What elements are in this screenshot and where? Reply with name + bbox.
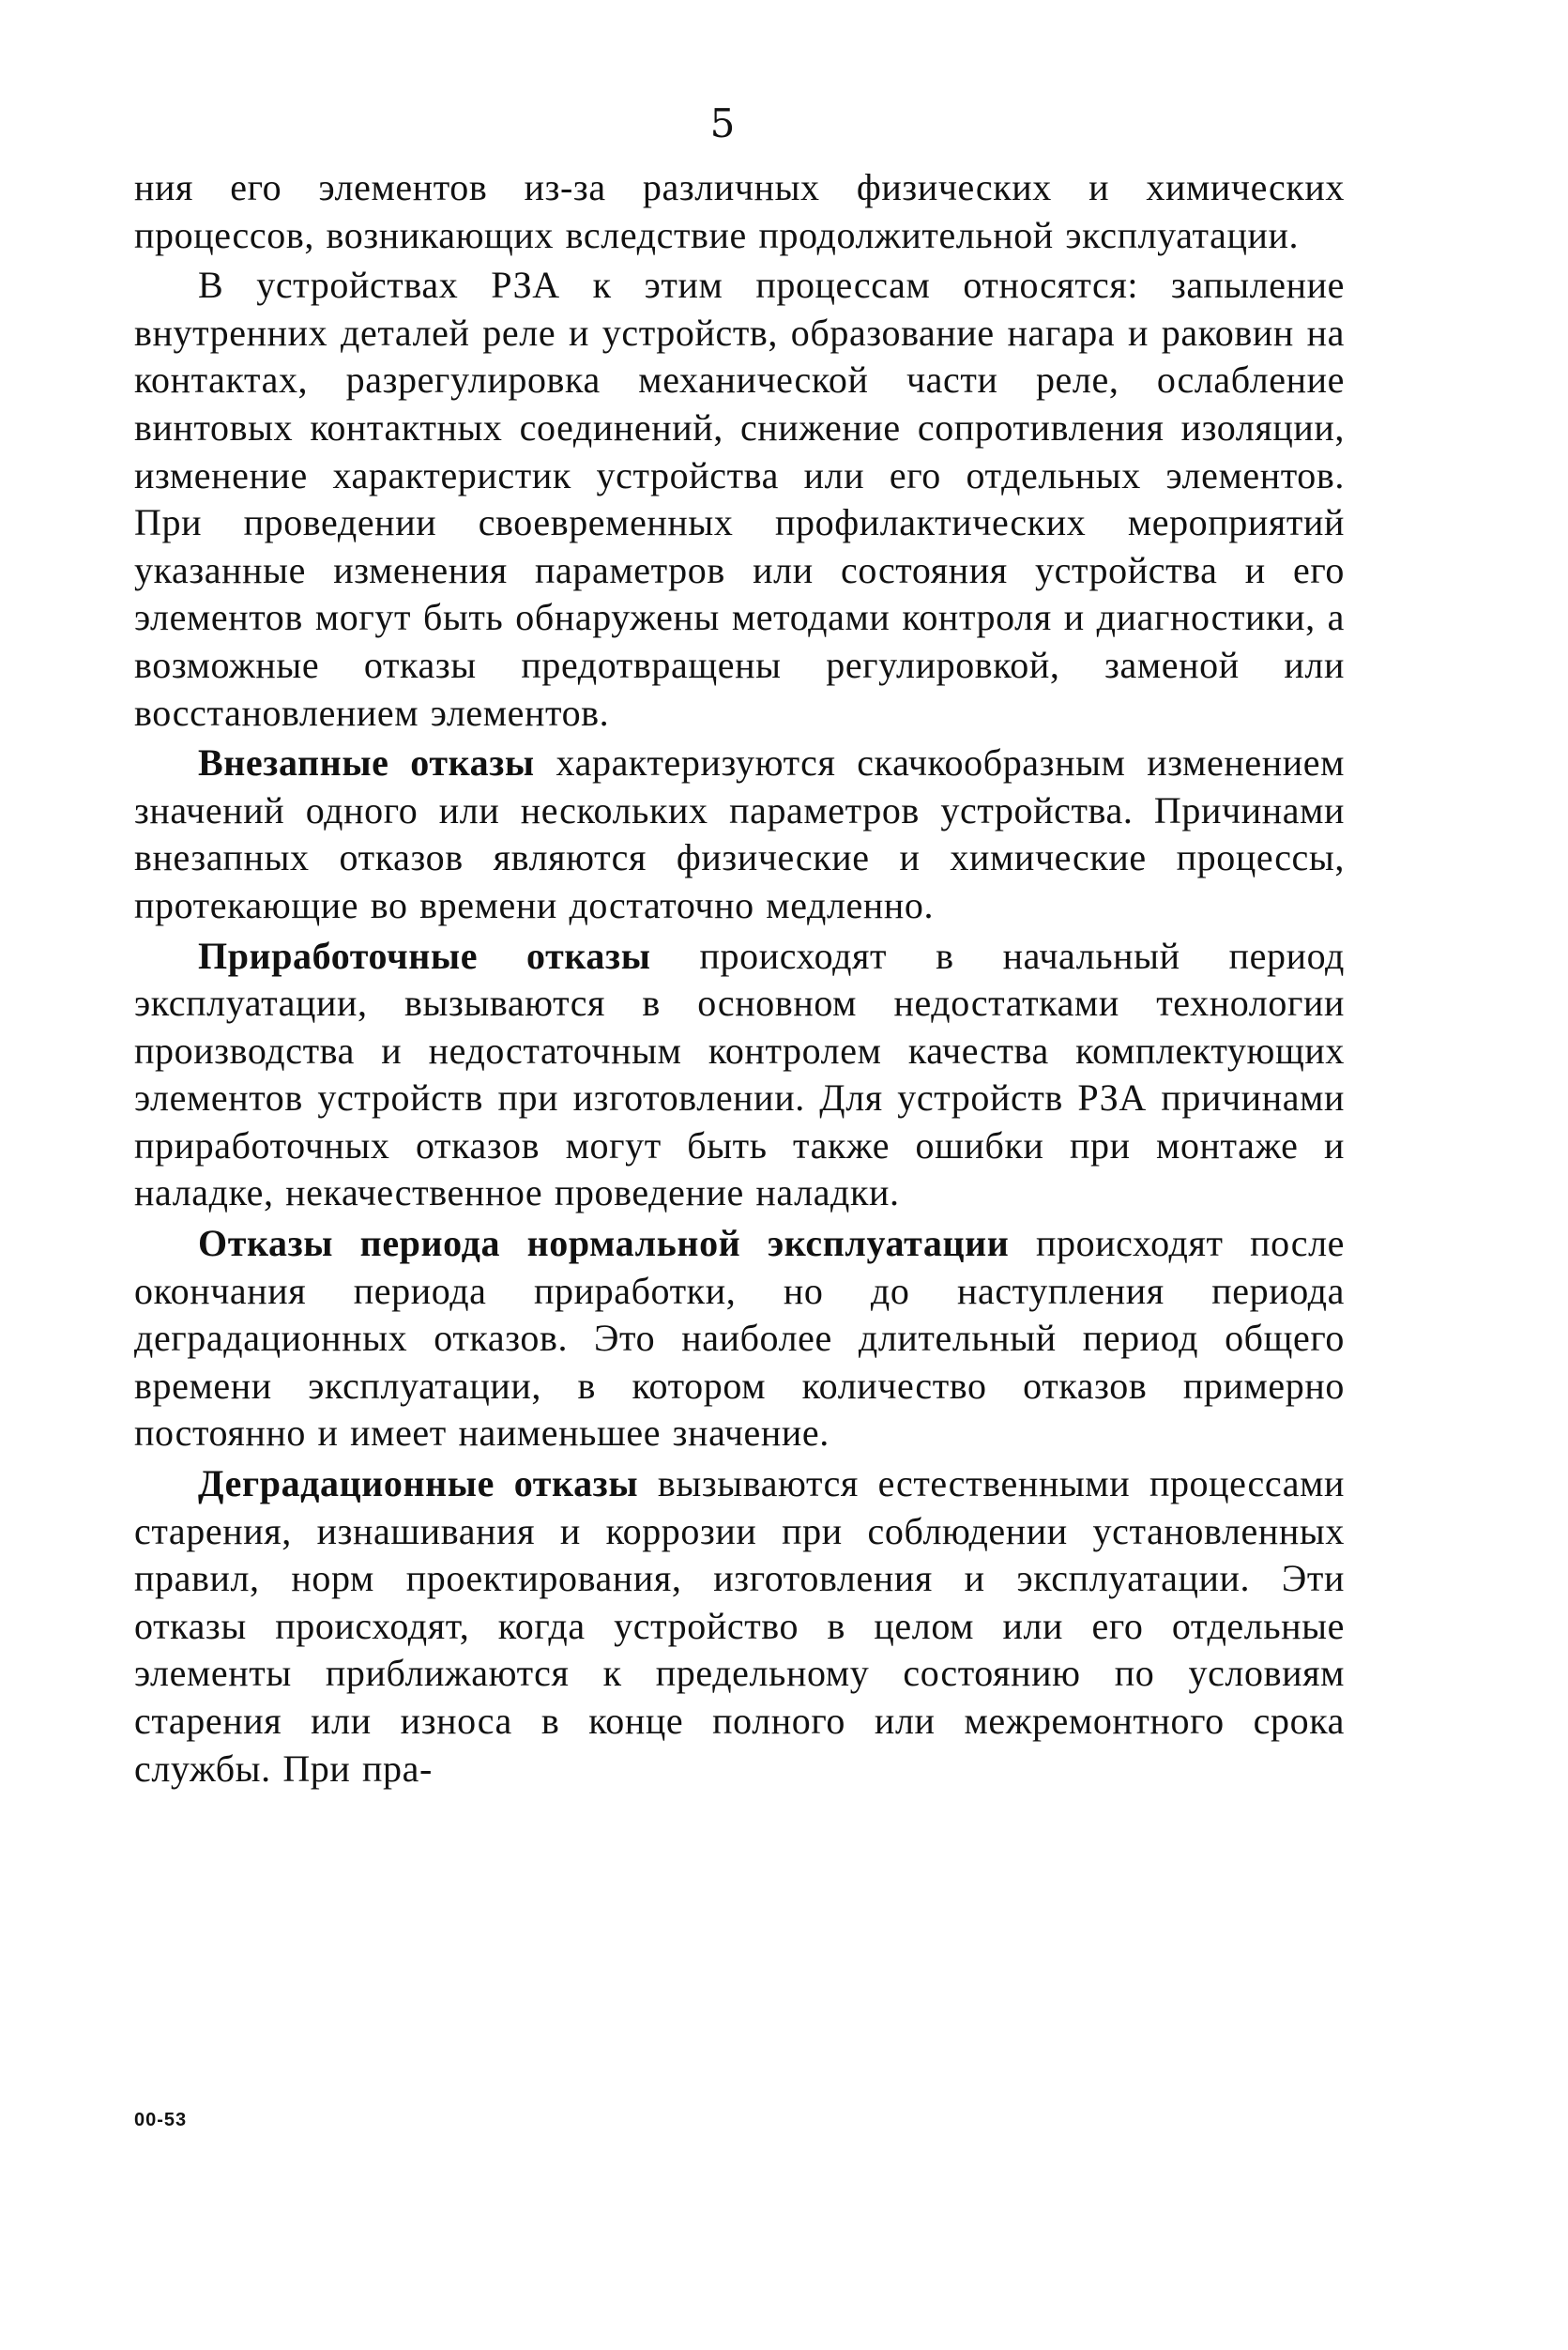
paragraph-rza-processes: [134, 262, 1345, 737]
paragraph-text: В устройствах РЗА к этим процессам относятся: запыление внутренних деталей реле и устройств, образование нагара и раковин на контактах, разрегулировка механической части реле, ослабление винтовых контактных соединений, снижение сопротивления изоляции, изменение характеристик устройства или его отдельных элементов. При проведении своевременных профилактических мероприятий указанные изменения параметров или состояния устройства и его элементов могут быть обнаружены методами контроля и диагностики, а возможные отказы предотвращены регулировкой, заменой или восстановлением элементов.: [134, 264, 1345, 734]
page-number: 5: [709, 100, 736, 146]
paragraph-text: вызываются естественными процессами старения, изнашивания и коррозии при соблюдении установленных правил, норм проектирования, изготовления и эксплуатации. Эти отказы происходят, когда устройство в целом или его отдельные элементы приближаются к предельному состоянию по условиям старения или износа в конце полного или межремонтного срока службы. При пра-: [134, 1462, 1345, 1790]
printer-signature-mark: 00-53: [134, 2110, 188, 2130]
paragraph-bold-lead: Деградационные отказы: [198, 1462, 639, 1505]
paragraph-normal-operation-failures: [134, 1220, 1345, 1457]
paragraph-continuation: [134, 164, 1345, 259]
body-text: [134, 164, 1345, 1793]
paragraph-burn-in-failures: [134, 933, 1345, 1218]
paragraph-bold-lead: Внезапные отказы: [198, 741, 535, 785]
paragraph-sudden-failures: [134, 740, 1345, 929]
paragraph-bold-lead: Приработочные отказы: [198, 934, 651, 977]
paragraph-degradation-failures: [134, 1460, 1345, 1793]
paragraph-text: происходят после окончания периода приработки, но до наступления периода деградационных отказов. Это наиболее длительный период общего времени эксплуатации, в котором количество отказов примерно постоянно и имеет наименьшее значение.: [134, 1222, 1345, 1455]
paragraph-bold-lead: Отказы периода нормальной эксплуатации: [198, 1222, 1010, 1265]
paragraph-text: характеризуются скачкообразным изменением значений одного или нескольких параметров устройства. Причинами внезапных отказов являются физические и химические процессы, протекающие во времени достаточно медленно.: [134, 741, 1345, 926]
paragraph-text: происходят в начальный период эксплуатации, вызываются в основном недостатками технологии производства и недостаточным контролем качества комплектующих элементов устройств при изготовлении. Для устройств РЗА причинами приработочных отказов могут быть также ошибки при монтаже и наладке, некачественное проведение наладки.: [134, 934, 1345, 1214]
paragraph-text: ния его элементов из-за различных физических и химических процессов, возникающих вследствие продолжительной эксплуатации.: [134, 166, 1345, 256]
